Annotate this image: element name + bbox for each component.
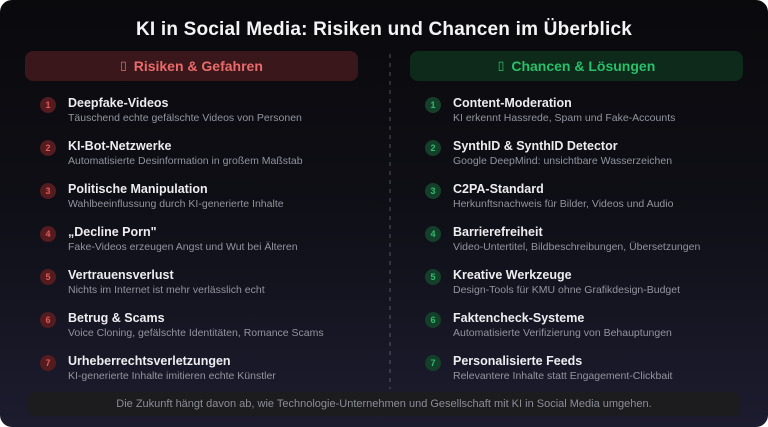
item-number-badge: 7 bbox=[40, 355, 56, 371]
page-title: KI in Social Media: Risiken und Chancen im Überblick bbox=[135, 19, 633, 40]
item-number-badge: 3 bbox=[425, 183, 441, 199]
item-desc: Fake-Videos erzeugen Angst und Wut bei Älteren bbox=[68, 241, 298, 253]
list-item bbox=[40, 268, 358, 297]
item-number-badge: 4 bbox=[40, 226, 56, 242]
item-desc: Täuschend echte gefälschte Videos von Personen bbox=[68, 112, 302, 124]
list-item bbox=[425, 268, 743, 297]
item-desc: Relevantere Inhalte statt Engagement-Clickbait bbox=[453, 370, 673, 382]
list-item bbox=[425, 96, 743, 125]
risks-list bbox=[40, 96, 358, 383]
item-body bbox=[68, 268, 265, 297]
item-body bbox=[453, 225, 700, 254]
item-desc: Nichts im Internet ist mehr verlässlich echt bbox=[68, 284, 265, 296]
item-title: Urheberrechtsverletzungen bbox=[68, 354, 231, 368]
item-desc: KI-generierte Inhalte imitieren echte Künstler bbox=[68, 370, 276, 382]
item-title: Politische Manipulation bbox=[68, 182, 208, 196]
item-number-badge: 6 bbox=[425, 312, 441, 328]
list-item bbox=[425, 139, 743, 168]
chances-list bbox=[425, 96, 743, 383]
item-desc: Wahlbeeinflussung durch KI-generierte Inhalte bbox=[68, 198, 284, 210]
risks-column bbox=[25, 51, 358, 397]
item-title: Content-Moderation bbox=[453, 96, 572, 110]
item-desc: Voice Cloning, gefälschte Identitäten, Romance Scams bbox=[68, 327, 324, 339]
item-body bbox=[68, 354, 276, 383]
list-item bbox=[40, 311, 358, 340]
item-number-badge: 7 bbox=[425, 355, 441, 371]
list-item bbox=[425, 354, 743, 383]
list-item bbox=[40, 225, 358, 254]
item-number-badge: 5 bbox=[40, 269, 56, 285]
risks-header-label: Risiken & Gefahren bbox=[133, 58, 263, 74]
list-item bbox=[40, 139, 358, 168]
item-body bbox=[453, 311, 672, 340]
item-desc: Automatisierte Verifizierung von Behauptungen bbox=[453, 327, 672, 339]
chances-column bbox=[410, 51, 743, 397]
item-body bbox=[453, 354, 672, 383]
risks-header-pill bbox=[25, 51, 358, 81]
list-item bbox=[40, 182, 358, 211]
item-title: KI-Bot-Netzwerke bbox=[68, 139, 172, 153]
item-body bbox=[453, 96, 675, 125]
list-item bbox=[40, 354, 358, 383]
item-title: „Decline Porn" bbox=[68, 225, 157, 239]
column-divider bbox=[389, 54, 391, 389]
item-body bbox=[68, 225, 298, 254]
footer-note: Die Zukunft hängt davon ab, wie Technologie-Unternehmen und Gesellschaft mit KI in Social Media umgehen. bbox=[28, 392, 740, 416]
item-body bbox=[453, 182, 673, 211]
item-title: Betrug & Scams bbox=[68, 311, 165, 325]
placeholder-box-icon: ▯ bbox=[497, 58, 505, 73]
item-number-badge: 1 bbox=[40, 97, 56, 113]
chances-header-label: Chancen & Lösungen bbox=[511, 58, 656, 74]
item-title: Barrierefreiheit bbox=[453, 225, 543, 239]
item-number-badge: 4 bbox=[425, 226, 441, 242]
item-title: Kreative Werkzeuge bbox=[453, 268, 572, 282]
list-item bbox=[40, 96, 358, 125]
item-title: Faktencheck-Systeme bbox=[453, 311, 585, 325]
placeholder-box-icon: ▯ bbox=[120, 58, 127, 73]
item-number-badge: 2 bbox=[425, 140, 441, 156]
list-item bbox=[425, 182, 743, 211]
item-title: Personalisierte Feeds bbox=[453, 354, 583, 368]
item-desc: Video-Untertitel, Bildbeschreibungen, Übersetzungen bbox=[453, 241, 701, 253]
item-title: Deepfake-Videos bbox=[68, 96, 169, 110]
item-body bbox=[453, 268, 680, 297]
list-item bbox=[425, 225, 743, 254]
item-title: C2PA-Standard bbox=[453, 182, 544, 196]
item-body bbox=[68, 311, 324, 340]
item-title: SynthID & SynthID Detector bbox=[453, 139, 618, 153]
item-number-badge: 3 bbox=[40, 183, 56, 199]
item-number-badge: 1 bbox=[425, 97, 441, 113]
list-item bbox=[425, 311, 743, 340]
chances-header-pill bbox=[410, 51, 743, 81]
item-title: Vertrauensverlust bbox=[68, 268, 174, 282]
item-desc: KI erkennt Hassrede, Spam und Fake-Accounts bbox=[453, 112, 676, 124]
item-number-badge: 5 bbox=[425, 269, 441, 285]
item-desc: Google DeepMind: unsichtbare Wasserzeichen bbox=[453, 155, 673, 167]
item-body bbox=[68, 139, 303, 168]
item-desc: Herkunftsnachweis für Bilder, Videos und Audio bbox=[453, 198, 674, 210]
item-body bbox=[453, 139, 672, 168]
item-number-badge: 6 bbox=[40, 312, 56, 328]
item-desc: Design-Tools für KMU ohne Grafikdesign-Budget bbox=[453, 284, 681, 296]
item-number-badge: 2 bbox=[40, 140, 56, 156]
item-desc: Automatisierte Desinformation in großem Maßstab bbox=[68, 155, 303, 167]
item-body bbox=[68, 96, 302, 125]
item-body bbox=[68, 182, 284, 211]
